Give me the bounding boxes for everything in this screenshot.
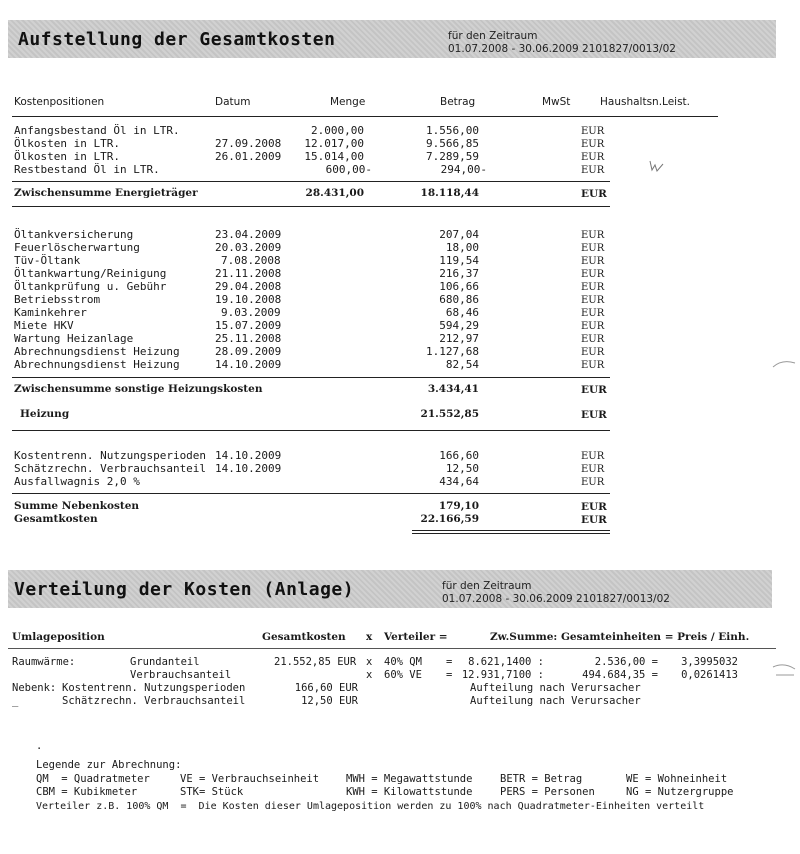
row-g3-2-label: Schätzrechn. Verbrauchsanteil	[14, 462, 207, 475]
row-g2-9-amount: 212,97	[439, 332, 479, 345]
row-g2-11-amount: 82,54	[445, 358, 479, 371]
row-g2-10-date: 28.09.2009	[215, 345, 282, 358]
header-date: Datum	[215, 96, 251, 108]
row-g1-4-qty: 600,00-	[325, 163, 372, 176]
legend-l2c4: PERS = Personen	[500, 786, 595, 798]
row-g3-3-cur: EUR	[581, 477, 605, 488]
row-g3-3-amount: 434,64	[439, 475, 479, 488]
subtotal2-cur: EUR	[581, 384, 607, 396]
header-quantity: Menge	[330, 96, 366, 108]
row-g2-4-cur: EUR	[581, 269, 605, 280]
row-g2-6-cur: EUR	[581, 295, 605, 306]
dist-header-result: Zw.Summe: Gesamteinheiten = Preis / Einh.	[490, 631, 750, 643]
row-g3-3-label: Ausfallwagnis 2,0 %	[14, 475, 140, 488]
legend-l2c3: KWH = Kilowattstunde	[346, 786, 473, 798]
header-rule	[12, 116, 718, 117]
dist-header-x: x	[366, 631, 373, 643]
section2-period: 01.07.2008 - 30.06.2009 2101827/0013/02	[442, 593, 670, 605]
row-g3-1-cur: EUR	[581, 451, 605, 462]
row-g2-11-label: Abrechnungsdienst Heizung	[14, 358, 180, 371]
dist-r1-label: Grundanteil	[130, 656, 200, 668]
dist-r1-sum: 8.621,1400 :	[468, 656, 544, 668]
row-g2-10-label: Abrechnungsdienst Heizung	[14, 345, 180, 358]
scan-edge-mark-2	[772, 662, 796, 676]
row-g2-9-cur: EUR	[581, 334, 605, 345]
row-g2-7-cur: EUR	[581, 308, 605, 319]
pen-mark	[648, 158, 666, 172]
row-g3-2-date: 14.10.2009	[215, 462, 282, 475]
legend-l1c2: VE = Verbrauchseinheit	[180, 773, 320, 785]
dist-header-distributor: Verteiler =	[384, 631, 448, 643]
row-g2-9-label: Wartung Heizanlage	[14, 332, 134, 345]
row-g1-1-cur: EUR	[581, 126, 605, 137]
row-g2-1-date: 23.04.2009	[215, 228, 282, 241]
dist-r2-price: 0,0261413	[681, 669, 738, 681]
subtotal2-rule	[12, 377, 610, 378]
heating-label: Heizung	[20, 408, 70, 420]
row-g2-5-amount: 106,66	[439, 280, 479, 293]
legend-l2c5: NG = Nutzergruppe	[626, 786, 734, 798]
row-g1-3-qty: 15.014,00	[304, 150, 364, 163]
legend-l2c1: CBM = Kubikmeter	[36, 786, 138, 798]
dist-header-total: Gesamtkosten	[262, 631, 346, 643]
dist-r1-eq: =	[446, 656, 453, 668]
row-g2-8-date: 15.07.2009	[215, 319, 282, 332]
row-g2-11-cur: EUR	[581, 360, 605, 371]
total-double-rule-2	[412, 533, 610, 534]
dist-r1-x: x	[366, 656, 373, 668]
row-g2-9-date: 25.11.2008	[215, 332, 282, 345]
row-g2-7-amount: 68,46	[445, 306, 479, 319]
row-g1-1-qty: 2.000,00	[311, 124, 364, 137]
row-g2-10-cur: EUR	[581, 347, 605, 358]
row-g2-1-label: Öltankversicherung	[14, 228, 134, 241]
row-g1-2-qty: 12.017,00	[304, 137, 364, 150]
heating-cur: EUR	[581, 409, 607, 421]
dist-r3-label: Kostentrenn. Nutzungsperioden	[62, 682, 246, 694]
legend-l1c4: BETR = Betrag	[500, 773, 583, 785]
dist-r1-units: 2.536,00 =	[594, 656, 658, 668]
subtotal2-amount: 3.434,41	[427, 383, 479, 395]
header-vat: MwSt	[542, 96, 571, 108]
row-g3-1-date: 14.10.2009	[215, 449, 282, 462]
row-g2-11-date: 14.10.2009	[215, 358, 282, 371]
row-g2-2-date: 20.03.2009	[215, 241, 282, 254]
row-g1-1-amount: 1.556,00	[426, 124, 479, 137]
dist-r2-units: 494.684,35 =	[582, 669, 658, 681]
row-g2-2-amount: 18,00	[445, 241, 479, 254]
legend-l2c2: STK= Stück	[180, 786, 244, 798]
section1-period: 01.07.2008 - 30.06.2009 2101827/0013/02	[448, 43, 676, 55]
row-g3-2-cur: EUR	[581, 464, 605, 475]
section2-period-label: für den Zeitraum	[442, 580, 532, 592]
sum-side-amount: 179,10	[438, 500, 479, 512]
total-amount: 22.166,59	[420, 513, 479, 525]
row-g2-7-date: 9.03.2009	[221, 306, 281, 319]
row-g2-7-label: Kaminkehrer	[14, 306, 87, 319]
total-double-rule-1	[412, 530, 610, 531]
dist-r1-price: 3,3995032	[681, 656, 738, 668]
dist-r4-total: 12,50 EUR	[301, 695, 358, 707]
row-g2-3-amount: 119,54	[439, 254, 479, 267]
row-g1-4-cur: EUR	[581, 165, 605, 176]
row-g1-4-label: Restbestand Öl in LTR.	[14, 163, 160, 176]
row-g2-8-cur: EUR	[581, 321, 605, 332]
total-label: Gesamtkosten	[14, 513, 98, 525]
dist-r3-group: Nebenk:	[12, 682, 57, 694]
dist-header-rule	[8, 648, 776, 649]
subtotal1-rule	[12, 181, 610, 182]
row-g1-3-amount: 7.289,59	[426, 150, 479, 163]
row-g1-3-label: Ölkosten in LTR.	[14, 150, 120, 163]
row-g3-2-amount: 12,50	[445, 462, 479, 475]
row-g2-5-date: 29.04.2008	[215, 280, 282, 293]
row-g1-2-cur: EUR	[581, 139, 605, 150]
dist-r2-x: x	[366, 669, 373, 681]
header-amount: Betrag	[440, 96, 476, 108]
dist-r3-note: Aufteilung nach Verursacher	[470, 682, 641, 694]
dist-r1-group: Raumwärme:	[12, 656, 76, 668]
dist-r2-eq: =	[446, 669, 453, 681]
subtotal1-qty: 28.431,00	[305, 187, 364, 199]
dist-r2-share: 60% VE	[384, 669, 422, 681]
heating-amount: 21.552,85	[420, 408, 479, 420]
row-g2-4-date: 21.11.2008	[215, 267, 282, 280]
subtotal2-label: Zwischensumme sonstige Heizungskosten	[14, 383, 263, 395]
subtotal1-label: Zwischensumme Energieträger	[14, 187, 198, 199]
legend-title: Legende zur Abrechnung:	[36, 759, 182, 771]
dist-r4-note: Aufteilung nach Verursacher	[470, 695, 641, 707]
sum-side-cur: EUR	[581, 501, 607, 513]
row-g1-2-amount: 9.566,85	[426, 137, 479, 150]
row-g3-1-amount: 166,60	[439, 449, 479, 462]
row-g2-2-cur: EUR	[581, 243, 605, 254]
row-g2-6-date: 19.10.2008	[215, 293, 282, 306]
sum-side-label: Summe Nebenkosten	[14, 500, 140, 512]
row-g2-8-label: Miete HKV	[14, 319, 74, 332]
total-cur: EUR	[581, 514, 607, 526]
row-g2-8-amount: 594,29	[439, 319, 479, 332]
totals-rule	[12, 493, 610, 494]
section2-title: Verteilung der Kosten (Anlage)	[14, 579, 355, 600]
dist-r4-label: Schätzrechn. Verbrauchsanteil	[62, 695, 246, 707]
row-g1-3-cur: EUR	[581, 152, 605, 163]
row-g2-6-label: Betriebsstrom	[14, 293, 101, 306]
row-g2-3-label: Tüv-Öltank	[14, 254, 81, 267]
dist-r4-mark: _	[12, 695, 19, 707]
row-g2-5-label: Öltankprüfung u. Gebühr	[14, 280, 167, 293]
legend-l3: Verteiler z.B. 100% QM = Die Kosten dieser Umlageposition werden zu 100% nach Quadratmeter-Einheiten verteilt	[36, 801, 705, 812]
row-g1-2-label: Ölkosten in LTR.	[14, 137, 120, 150]
dist-r2-sum: 12.931,7100 :	[461, 669, 544, 681]
row-g1-4-amount: 294,00-	[440, 163, 487, 176]
heating-rule	[12, 430, 610, 431]
section1-title: Aufstellung der Gesamtkosten	[18, 29, 336, 50]
section1-period-label: für den Zeitraum	[448, 30, 538, 42]
dist-r2-label: Verbrauchsanteil	[130, 669, 232, 681]
subtotal1-rule-bottom	[12, 206, 610, 207]
row-g1-3-date: 26.01.2009	[215, 150, 282, 163]
scan-edge-mark-1	[772, 354, 796, 364]
row-g1-2-date: 27.09.2008	[215, 137, 282, 150]
row-g2-2-label: Feuerlöscherwartung	[14, 241, 140, 254]
row-g2-1-amount: 207,04	[439, 228, 479, 241]
legend-l1c1: QM = Quadratmeter	[36, 773, 150, 785]
dist-header-position: Umlageposition	[12, 631, 105, 643]
legend-dot: .	[36, 740, 43, 752]
row-g2-10-amount: 1.127,68	[426, 345, 479, 358]
row-g2-3-cur: EUR	[581, 256, 605, 267]
row-g2-4-amount: 216,37	[439, 267, 479, 280]
dist-r1-total: 21.552,85 EUR	[274, 656, 357, 668]
row-g2-4-label: Öltankwartung/Reinigung	[14, 267, 167, 280]
header-position: Kostenpositionen	[14, 96, 105, 108]
dist-r3-total: 166,60 EUR	[294, 682, 358, 694]
legend-l1c5: WE = Wohneinheit	[626, 773, 728, 785]
row-g2-5-cur: EUR	[581, 282, 605, 293]
subtotal1-amount: 18.118,44	[420, 187, 479, 199]
row-g2-3-date: 7.08.2008	[221, 254, 281, 267]
row-g2-6-amount: 680,86	[439, 293, 479, 306]
subtotal1-cur: EUR	[581, 188, 607, 200]
legend-l1c3: MWH = Megawattstunde	[346, 773, 473, 785]
header-household: Haushaltsn.Leist.	[600, 96, 691, 108]
row-g3-1-label: Kostentrenn. Nutzungsperioden	[14, 449, 207, 462]
row-g1-1-label: Anfangsbestand Öl in LTR.	[14, 124, 180, 137]
row-g2-1-cur: EUR	[581, 230, 605, 241]
dist-r1-share: 40% QM	[384, 656, 422, 668]
